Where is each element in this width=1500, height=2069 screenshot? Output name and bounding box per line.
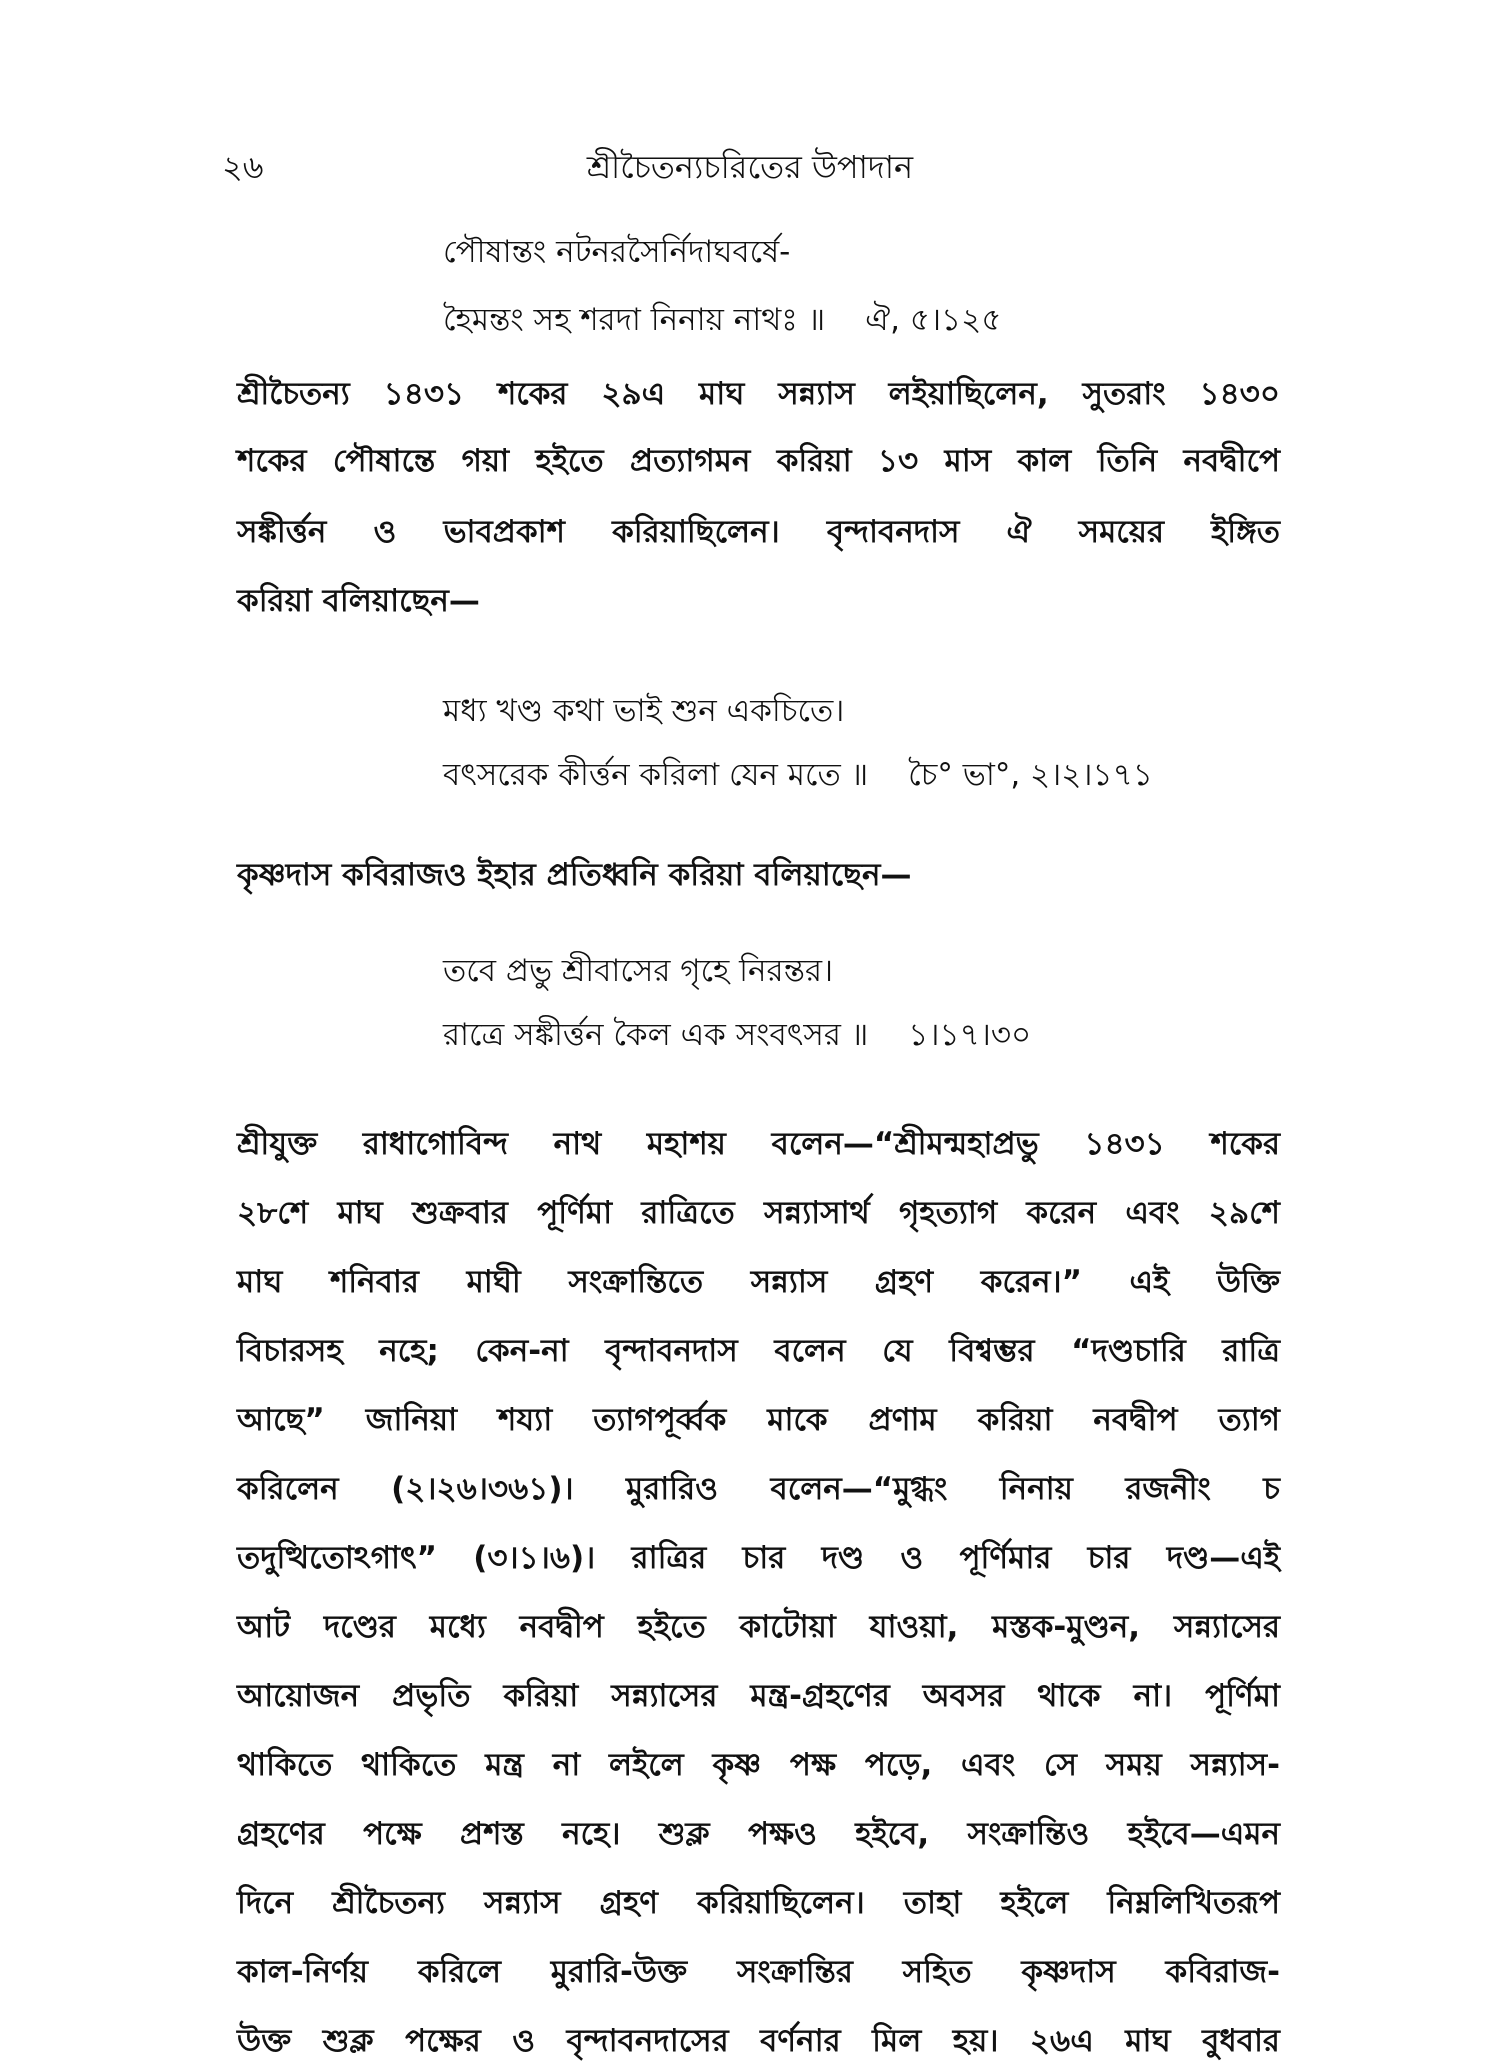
paragraph-line: আয়োজন প্রভৃতি করিয়া সন্ন্যাসের মন্ত্র-গ্রহণের অবসর থাকে না। পূর্ণিমা xyxy=(237,1678,1280,1714)
paragraph-line: আছে” জানিয়া শয্যা ত্যাগপূর্ব্বক মাকে প্রণাম করিয়া নবদ্বীপ ত্যাগ xyxy=(237,1402,1280,1438)
verse-text: বৎসরেক কীর্ত্তন করিলা যেন মতে ॥ xyxy=(443,757,869,793)
verse-line: পৌষান্তং নটনরসৈর্নিদাঘবর্ষে- xyxy=(443,234,791,270)
paragraph-line: গ্রহণের পক্ষে প্রশস্ত নহে। শুক্ল পক্ষও হইবে, সংক্রান্তিও হইবে—এমন xyxy=(237,1816,1280,1852)
paragraph-line: উক্ত শুক্ল পক্ষের ও বৃন্দাবনদাসের বর্ণনার মিল হয়। ২৬এ মাঘ বুধবার xyxy=(237,2023,1280,2059)
paragraph-line: শকের পৌষান্তে গয়া হইতে প্রত্যাগমন করিয়া ১৩ মাস কাল তিনি নবদ্বীপে xyxy=(237,443,1280,479)
verse-text: রাত্রে সঙ্কীর্ত্তন কৈল এক সংবৎসর ॥ xyxy=(443,1017,869,1053)
verse-text: হৈমন্তং সহ শরদা নিনায় নাথঃ ॥ xyxy=(443,302,826,338)
paragraph-line: তদুত্থিতোঽগাৎ” (৩।১।৬)। রাত্রির চার দণ্ড ও পূর্ণিমার চার দণ্ড—এই xyxy=(237,1540,1280,1576)
paragraph-line: বিচারসহ নহে; কেন-না বৃন্দাবনদাস বলেন যে বিশ্বম্ভর “দণ্ডচারি রাত্রি xyxy=(237,1333,1280,1369)
paragraph-line: থাকিতে থাকিতে মন্ত্র না লইলে কৃষ্ণ পক্ষ পড়ে, এবং সে সময় সন্ন্যাস- xyxy=(237,1747,1280,1783)
verse-reference: ঐ, ৫।১২৫ xyxy=(865,302,1002,338)
paragraph-line: আট দণ্ডের মধ্যে নবদ্বীপ হইতে কাটোয়া যাওয়া, মস্তক-মুণ্ডন, সন্ন্যাসের xyxy=(237,1609,1280,1645)
paragraph-line: মাঘ শনিবার মাঘী সংক্রান্তিতে সন্ন্যাস গ্রহণ করেন।” এই উক্তি xyxy=(237,1264,1280,1300)
verse-line xyxy=(443,751,1153,803)
verse-line: তবে প্রভু শ্রীবাসের গৃহে নিরন্তর। xyxy=(443,953,834,989)
paragraph-line: ২৮শে মাঘ শুক্রবার পূর্ণিমা রাত্রিতে সন্ন্যাসার্থ গৃহত্যাগ করেন এবং ২৯শে xyxy=(237,1195,1280,1231)
paragraph-line: সঙ্কীর্ত্তন ও ভাবপ্রকাশ করিয়াছিলেন। বৃন্দাবনদাস ঐ সময়ের ইঙ্গিত xyxy=(237,514,1280,550)
verse-line xyxy=(443,1011,1031,1063)
paragraph-line: করিলেন (২।২৬।৩৬১)। মুরারিও বলেন—“মুগ্ধং নিনায় রজনীং চ xyxy=(237,1471,1280,1507)
page-number: ২৬ xyxy=(222,148,264,186)
running-title: শ্রীচৈতন্যচরিতের উপাদান xyxy=(586,148,914,186)
verse-reference: চৈ° ভা°, ২।২।১৭১ xyxy=(908,757,1153,793)
paragraph-line: দিনে শ্রীচৈতন্য সন্ন্যাস গ্রহণ করিয়াছিলেন। তাহা হইলে নিম্নলিখিতরূপ xyxy=(237,1885,1280,1921)
verse-reference: ১।১৭।৩০ xyxy=(908,1017,1032,1053)
paragraph-intro: কৃষ্ণদাস কবিরাজও ইহার প্রতিধ্বনি করিয়া বলিয়াছেন— xyxy=(237,857,912,893)
paragraph-line: শ্রীচৈতন্য ১৪৩১ শকের ২৯এ মাঘ সন্ন্যাস লইয়াছিলেন, সুতরাং ১৪৩০ xyxy=(237,376,1280,412)
paragraph-line: করিয়া বলিয়াছেন— xyxy=(237,583,480,619)
verse-line: মধ্য খণ্ড কথা ভাই শুন একচিতে। xyxy=(443,693,845,729)
paragraph-line: কাল-নির্ণয় করিলে মুরারি-উক্ত সংক্রান্তির সহিত কৃষ্ণদাস কবিরাজ- xyxy=(237,1954,1280,1990)
verse-line xyxy=(443,296,1001,348)
paragraph-line: শ্রীযুক্ত রাধাগোবিন্দ নাথ মহাশয় বলেন—“শ্রীমন্মহাপ্রভু ১৪৩১ শকের xyxy=(237,1126,1280,1162)
